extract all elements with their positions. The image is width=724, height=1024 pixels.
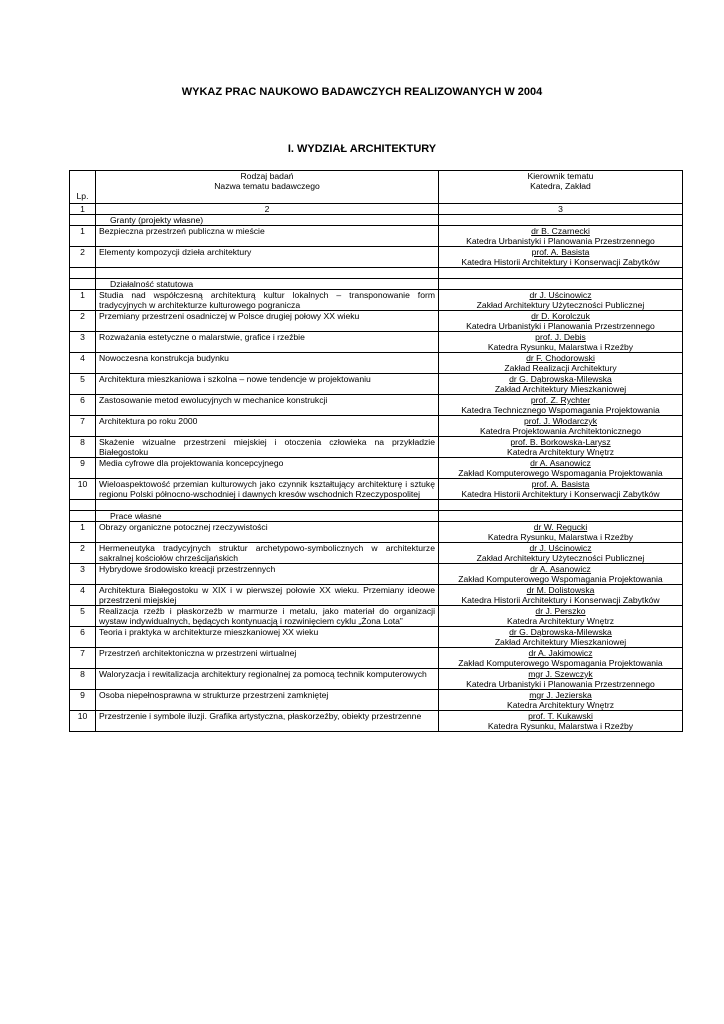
topic-name: Hybrydowe środowisko kreacji przestrzennych <box>96 564 439 585</box>
spacer-row <box>70 500 683 511</box>
row-number: 5 <box>70 606 96 627</box>
leader-name: mgr J. Jezierska <box>529 690 592 700</box>
category-name: Granty (projekty własne) <box>96 215 439 226</box>
topic-name: Waloryzacja i rewitalizacja architektury regionalnej za pomocą technik komputerowych <box>96 669 439 690</box>
header-row <box>70 171 683 204</box>
leader-name: dr A. Jakimowicz <box>528 648 593 658</box>
row-number: 7 <box>70 416 96 437</box>
department-name: Katedra Rysunku, Malarstwa i Rzeźby <box>487 342 634 352</box>
topic-name: Obrazy organiczne potocznej rzeczywistości <box>96 522 439 543</box>
leader-cell <box>439 564 683 585</box>
leader-cell <box>439 374 683 395</box>
leader-name: prof. A. Basista <box>531 479 590 489</box>
topic-name: Media cyfrowe dla projektowania koncepcyjnego <box>96 458 439 479</box>
department-name: Zakład Komputerowego Wspomagania Projektowania <box>458 574 663 584</box>
leader-name: dr B. Czarnecki <box>531 226 590 236</box>
department-name: Katedra Historii Architektury i Konserwacji Zabytków <box>461 257 660 267</box>
category-name: Działalność statutowa <box>96 279 439 290</box>
category-name: Prace własne <box>96 511 439 522</box>
category-leader-cell <box>439 215 683 226</box>
table-row <box>70 564 683 585</box>
row-number: 2 <box>70 543 96 564</box>
spacer-row <box>70 268 683 279</box>
topic-name: Architektura Białegostoku w XIX i w pierwszej połowie XX wieku. Przemiany ideowe przestrzeni miejskiej <box>96 585 439 606</box>
leader-cell <box>439 711 683 732</box>
row-number: 4 <box>70 353 96 374</box>
topic-name: Architektura po roku 2000 <box>96 416 439 437</box>
table-row <box>70 416 683 437</box>
leader-name: dr J. Uścinowicz <box>529 290 592 300</box>
header-leader-line1: Kierownik tematu <box>527 171 594 181</box>
leader-cell <box>439 247 683 268</box>
department-name: Katedra Urbanistyki i Planowania Przestrzennego <box>466 321 655 331</box>
leader-name: dr F. Chodorowski <box>526 353 595 363</box>
leader-cell <box>439 690 683 711</box>
column-number-row <box>70 204 683 215</box>
row-number: 10 <box>70 479 96 500</box>
row-number: 6 <box>70 395 96 416</box>
leader-name: dr A. Asanowicz <box>530 458 591 468</box>
topic-name: Elementy kompozycji dzieła architektury <box>96 247 439 268</box>
spacer-cell <box>439 500 683 511</box>
row-number: 10 <box>70 711 96 732</box>
row-number: 5 <box>70 374 96 395</box>
research-table-body <box>70 171 683 732</box>
category-leader-cell <box>439 279 683 290</box>
section-title: I. WYDZIAŁ ARCHITEKTURY <box>287 143 437 155</box>
leader-cell <box>439 606 683 627</box>
leader-name: prof. B. Borkowska-Larysz <box>510 437 611 447</box>
leader-cell <box>439 648 683 669</box>
department-name: Zakład Komputerowego Wspomagania Projektowania <box>458 468 663 478</box>
table-row <box>70 374 683 395</box>
topic-name: Bezpieczna przestrzeń publiczna w mieście <box>96 226 439 247</box>
category-lp-cell <box>70 215 96 226</box>
table-row <box>70 690 683 711</box>
topic-name: Wieloaspektowość przemian kulturowych jako czynnik kształtujący architekturę i sztukę regionu Polski północno-wschodniej i dawnych kresów wschodnich Rzeczypospolitej <box>96 479 439 500</box>
leader-name: prof. J. Debis <box>535 332 586 342</box>
department-name: Katedra Historii Architektury i Konserwacji Zabytków <box>461 489 660 499</box>
topic-name: Rozważania estetyczne o malarstwie, grafice i rzeźbie <box>96 332 439 353</box>
row-number: 1 <box>70 290 96 311</box>
leader-name: dr M. Dolistowska <box>526 585 595 595</box>
department-name: Zakład Architektury Mieszkaniowej <box>494 384 627 394</box>
leader-name: prof. A. Basista <box>531 247 590 257</box>
header-lp: Lp. <box>70 171 96 204</box>
topic-name: Przemiany przestrzeni osadniczej w Polsce drugiej połowy XX wieku <box>96 311 439 332</box>
row-number: 6 <box>70 627 96 648</box>
leader-cell <box>439 332 683 353</box>
department-name: Katedra Architektury Wnętrz <box>507 447 614 457</box>
leader-cell <box>439 437 683 458</box>
header-leader-line2: Katedra, Zakład <box>530 181 591 191</box>
header-topic-line1: Rodzaj badań <box>240 171 294 181</box>
leader-cell <box>439 479 683 500</box>
topic-name: Teoria i praktyka w architekturze mieszkaniowej XX wieku <box>96 627 439 648</box>
department-name: Zakład Komputerowego Wspomagania Projektowania <box>458 658 663 668</box>
leader-cell <box>439 353 683 374</box>
row-number: 9 <box>70 690 96 711</box>
leader-name: prof. J. Włodarczyk <box>523 416 598 426</box>
department-name: Katedra Architektury Wnętrz <box>507 616 614 626</box>
leader-cell <box>439 311 683 332</box>
header-topic-line2: Nazwa tematu badawczego <box>214 181 320 191</box>
leader-name: dr G. Dąbrowska-Milewska <box>509 374 612 384</box>
department-name: Katedra Urbanistyki i Planowania Przestrzennego <box>466 679 655 689</box>
document-title: WYKAZ PRAC NAUKOWO BADAWCZYCH REALIZOWANYCH W 2004 <box>181 86 543 98</box>
row-number: 8 <box>70 669 96 690</box>
leader-name: dr D. Korolczuk <box>531 311 590 321</box>
leader-cell <box>439 395 683 416</box>
header-topic <box>96 171 439 204</box>
department-name: Zakład Realizacji Architektury <box>504 363 617 373</box>
row-number: 3 <box>70 332 96 353</box>
header-leader <box>439 171 683 204</box>
topic-name: Zastosowanie metod ewolucyjnych w mechanice konstrukcji <box>96 395 439 416</box>
leader-cell <box>439 627 683 648</box>
row-number: 2 <box>70 311 96 332</box>
leader-name: prof. T. Kukawski <box>528 711 593 721</box>
leader-cell <box>439 226 683 247</box>
topic-name: Hermeneutyka tradycyjnych struktur archetypowo-symbolicznych w architekturze sakralnej kościołów chrześcijańskich <box>96 543 439 564</box>
leader-name: dr J. Uścinowicz <box>529 543 592 553</box>
table-row <box>70 395 683 416</box>
table-row <box>70 627 683 648</box>
category-row <box>70 215 683 226</box>
category-leader-cell <box>439 511 683 522</box>
leader-name: dr J. Perszko <box>535 606 586 616</box>
department-name: Katedra Historii Architektury i Konserwacji Zabytków <box>461 595 660 605</box>
department-name: Zakład Architektury Mieszkaniowej <box>494 637 627 647</box>
row-number: 8 <box>70 437 96 458</box>
leader-name: dr G. Dąbrowska-Milewska <box>509 627 612 637</box>
topic-name: Realizacja rzeźb i płaskorzeźb w marmurze i metalu, jako materiał do organizacji wystaw indywidualnych, będących kontynuacją i rozwinięciem cyklu „Żona Lota” <box>96 606 439 627</box>
department-name: Katedra Rysunku, Malarstwa i Rzeźby <box>487 532 634 542</box>
table-row <box>70 437 683 458</box>
topic-name: Nowoczesna konstrukcja budynku <box>96 353 439 374</box>
table-row <box>70 711 683 732</box>
table-row <box>70 226 683 247</box>
leader-cell <box>439 458 683 479</box>
category-lp-cell <box>70 279 96 290</box>
leader-cell <box>439 669 683 690</box>
department-name: Katedra Rysunku, Malarstwa i Rzeźby <box>487 721 634 731</box>
leader-cell <box>439 290 683 311</box>
topic-name: Osoba niepełnosprawna w strukturze przestrzeni zamkniętej <box>96 690 439 711</box>
leader-name: mgr J. Szewczyk <box>528 669 593 679</box>
topic-name: Przestrzeń architektoniczna w przestrzeni wirtualnej <box>96 648 439 669</box>
column-number-1: 1 <box>70 204 96 215</box>
column-number-2: 2 <box>96 204 439 215</box>
table-row <box>70 353 683 374</box>
table-row <box>70 311 683 332</box>
spacer-cell <box>439 268 683 279</box>
category-row <box>70 279 683 290</box>
leader-cell <box>439 543 683 564</box>
leader-cell <box>439 416 683 437</box>
leader-cell <box>439 585 683 606</box>
row-number: 4 <box>70 585 96 606</box>
category-row <box>70 511 683 522</box>
topic-name: Przestrzenie i symbole iluzji. Grafika artystyczna, płaskorzeźby, obiekty przestrzenne <box>96 711 439 732</box>
department-name: Zakład Architektury Użyteczności Publicznej <box>476 300 645 310</box>
column-number-3: 3 <box>439 204 683 215</box>
spacer-cell <box>70 500 96 511</box>
table-row <box>70 290 683 311</box>
spacer-cell <box>96 500 439 511</box>
department-name: Zakład Architektury Użyteczności Publicznej <box>476 553 645 563</box>
department-name: Katedra Projektowania Architektonicznego <box>480 426 641 436</box>
topic-name: Architektura mieszkaniowa i szkolna – nowe tendencje w projektowaniu <box>96 374 439 395</box>
department-name: Katedra Architektury Wnętrz <box>507 700 614 710</box>
table-row <box>70 458 683 479</box>
topic-name: Skażenie wizualne przestrzeni miejskiej i otoczenia człowieka na przykładzie Białegostoku <box>96 437 439 458</box>
row-number: 2 <box>70 247 96 268</box>
row-number: 9 <box>70 458 96 479</box>
spacer-cell <box>96 268 439 279</box>
table-row <box>70 606 683 627</box>
table-row <box>70 479 683 500</box>
table-row <box>70 522 683 543</box>
row-number: 3 <box>70 564 96 585</box>
leader-name: dr W. Regucki <box>533 522 588 532</box>
topic-name: Studia nad współczesną architekturą kultur lokalnych – transponowanie form tradycyjnych w architekturze kulturowego pogranicza <box>96 290 439 311</box>
department-name: Katedra Technicznego Wspomagania Projektowania <box>461 405 660 415</box>
leader-name: dr A. Asanowicz <box>530 564 591 574</box>
row-number: 7 <box>70 648 96 669</box>
spacer-cell <box>70 268 96 279</box>
leader-name: prof. Z. Rychter <box>530 395 591 405</box>
department-name: Katedra Urbanistyki i Planowania Przestrzennego <box>466 236 655 246</box>
table-row <box>70 669 683 690</box>
row-number: 1 <box>70 226 96 247</box>
table-row <box>70 332 683 353</box>
leader-cell <box>439 522 683 543</box>
table-row <box>70 648 683 669</box>
table-row <box>70 247 683 268</box>
table-row <box>70 585 683 606</box>
row-number: 1 <box>70 522 96 543</box>
category-lp-cell <box>70 511 96 522</box>
research-table <box>69 170 683 732</box>
table-row <box>70 543 683 564</box>
